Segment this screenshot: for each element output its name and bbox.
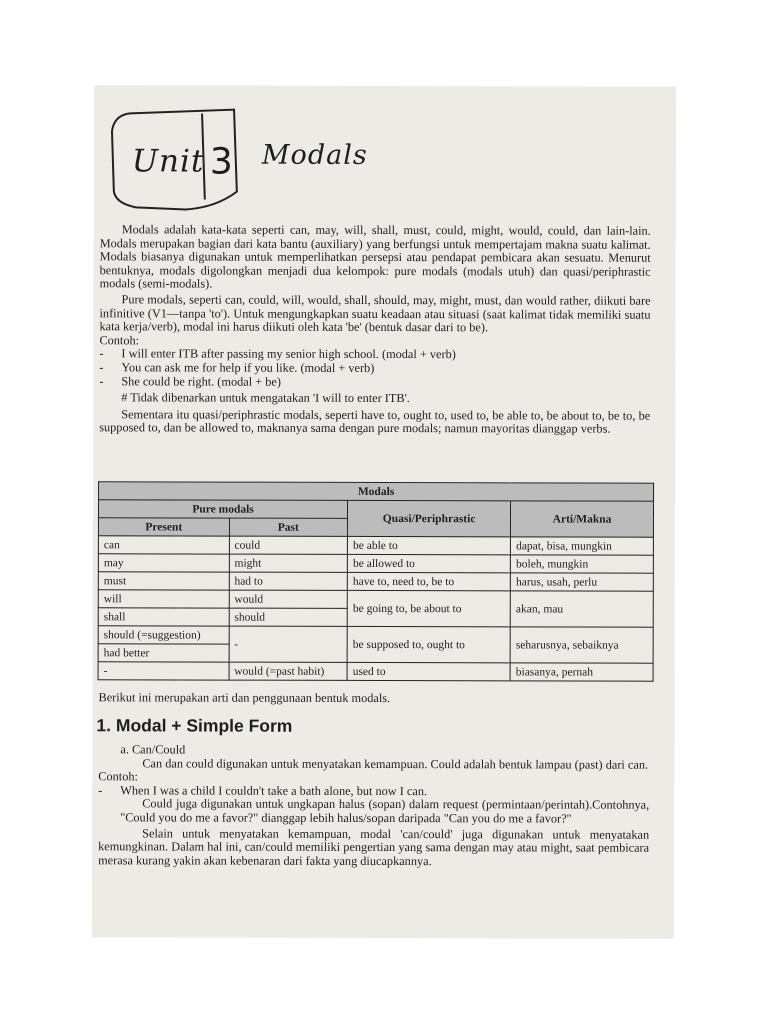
modals-table <box>98 481 655 681</box>
intro-paragraph-2: Pure modals, seperti can, could, will, would, shall, should, may, might, must, dan would rather, diikuti bare infinitive (V1—tanpa 'to'). Untuk mengungkapkan suatu keadaan atau situasi (saat kalimat tidak memiliki suatu kata kerja/verb), modal ini harus diikuti oleh kata 'be' (bentuk dasar dari to be). <box>99 292 651 335</box>
intro-paragraph-1: Modals adalah kata-kata seperti can, may, will, shall, must, could, might, would, could, dan lain-lain. Modals merupakan bagian dari kata bantu (auxiliary) yang berfungsi untuk mempertajam makna suatu kalimat. Modals biasanya digunakan untuk memperlihatkan persepsi atau pendapat pembicara akan sesuatu. Menurut bentuknya, modals digolongkan menjadi dua kelompok: pure modals (modals utuh) dan quasi/periphrastic modals (semi-modals). <box>99 222 651 291</box>
table-row: should (=suggestion) - be supposed to, ought to seharusnya, sebaiknya <box>98 626 653 645</box>
table-row: will would be going to, be about to akan, mau <box>98 590 653 609</box>
contoh-label: Contoh: <box>98 769 138 784</box>
note-text: # Tidak dibenarkan untuk mengatakan 'I will to enter ITB'. <box>121 390 410 406</box>
contoh-label: Contoh: <box>99 333 140 348</box>
section-title: 1. Modal + Simple Form <box>96 715 293 736</box>
past-header: Past <box>229 518 348 536</box>
table-header-row <box>99 482 654 501</box>
table-header-row <box>98 500 653 519</box>
arti-header: Arti/Makna <box>511 501 654 537</box>
pure-modals-header: Pure modals <box>98 500 347 519</box>
quasi-header: Quasi/Periphrastic <box>348 500 511 536</box>
table-row: shall should <box>98 608 653 627</box>
table-row: can could be able to dapat, bisa, mungkin <box>98 536 653 555</box>
book-page <box>92 85 676 939</box>
unit-label: Unit <box>131 143 205 180</box>
unit-badge <box>106 103 242 211</box>
table-title: Modals <box>99 482 654 501</box>
intro-paragraph-3: Sementara itu quasi/periphrastic modals, seperti have to, ought to, used to, be able to, be about to, be to, be supposed to, dan be allowed to, maknanya sama dengan pure modals; namun mayoritas dianggap verbs. <box>99 407 651 436</box>
table-row: may might be allowed to boleh, mungkin <box>98 554 653 573</box>
example-item: - She could be right. (modal + be) <box>99 373 281 389</box>
section-paragraph: Selain untuk menyatakan kemampuan, modal 'can/could' juga digunakan untuk menyatakan kemungkinan. Dalam hal ini, can/could memiliki pengertian yang sama dengan may atau might, saat pembicara merasa kurang yakin akan kebenaran dari fakta yang diucapkannya. <box>98 825 650 868</box>
table-row: - would (=past habit) used to biasanya, pernah <box>98 662 653 681</box>
section-paragraph: Could juga digunakan untuk ungkapan halus (sopan) dalam request (permintaan/perintah).Contohnya, "Could you do me a favor?" dianggap lebih halus/sopan daripada "Can you do me a favor?" <box>120 796 650 826</box>
section-1-text <box>98 743 649 869</box>
intro-text <box>99 223 651 436</box>
example-item: - When I was a child I couldn't take a bath alone, but now I can. <box>98 783 428 798</box>
table-row: had better <box>98 644 653 663</box>
example-item: - You can ask me for help if you like. (modal + verb) <box>99 360 375 375</box>
present-header: Present <box>98 518 229 536</box>
subsection-title: a. Can/Could <box>120 742 186 757</box>
after-table-text: Berikut ini merupakan arti dan penggunaan bentuk modals. <box>98 690 391 706</box>
table-row: must had to have to, need to, be to harus, usah, perlu <box>98 572 653 591</box>
unit-number: 3 <box>209 141 233 183</box>
chapter-title: Modals <box>261 139 368 171</box>
example-item: - I will enter ITB after passing my senior high school. (modal + verb) <box>99 346 456 362</box>
section-paragraph: Can dan could digunakan untuk menyatakan kemampuan. Could adalah bentuk lampau (past) dari can. <box>142 755 649 772</box>
